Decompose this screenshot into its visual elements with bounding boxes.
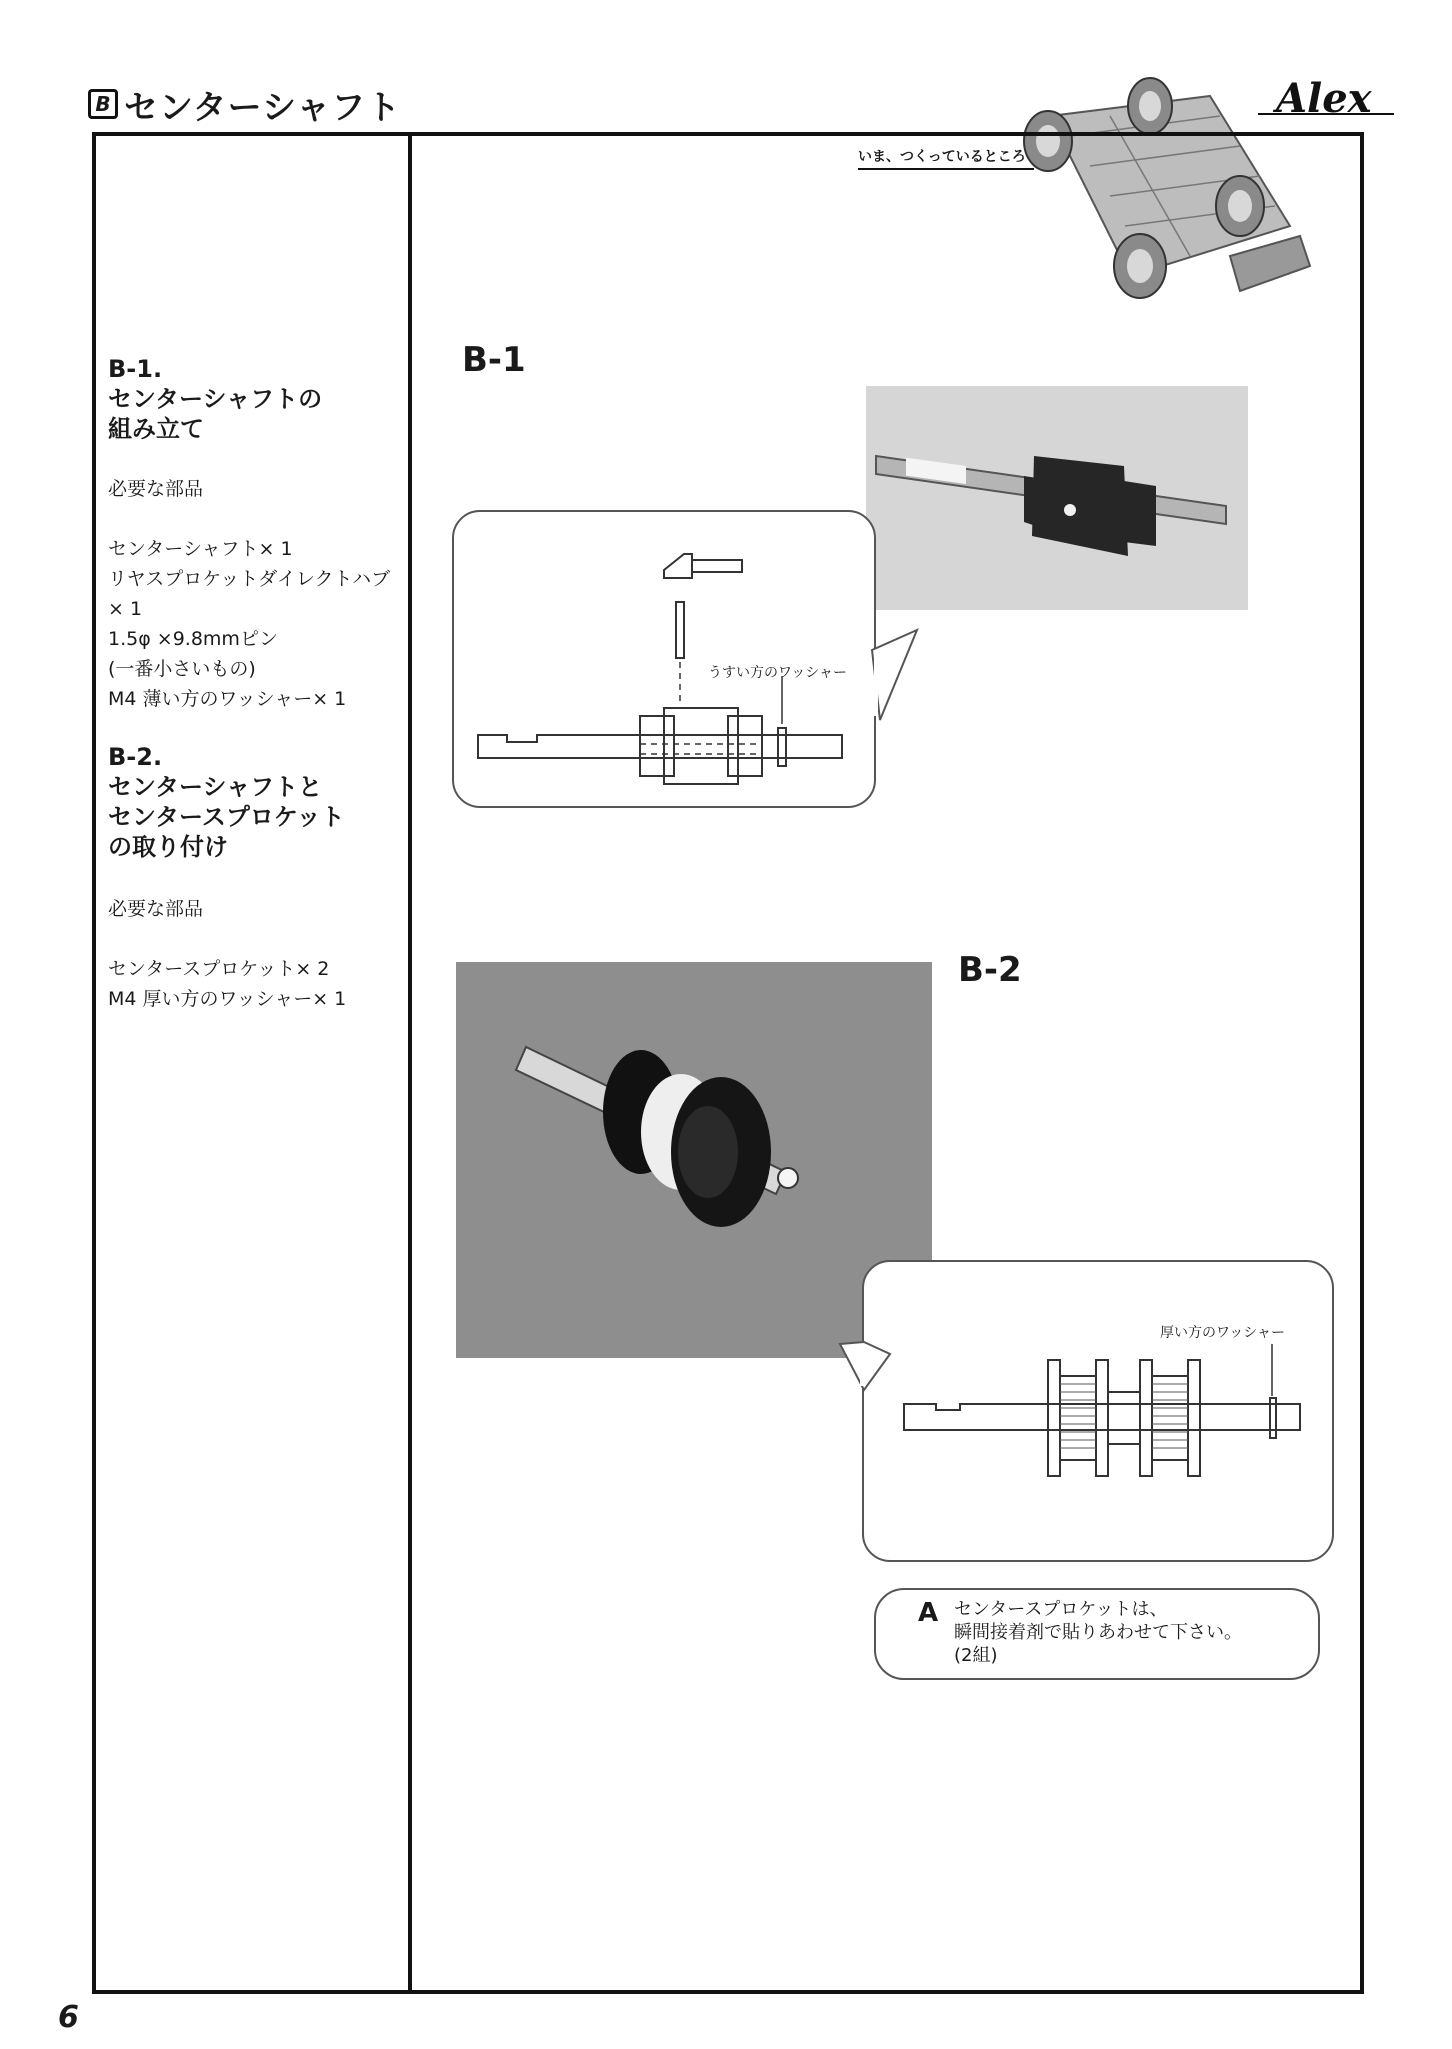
- parts-list-item: センターシャフト× 1: [108, 538, 293, 560]
- step1-parts-label: 必要な部品: [108, 478, 204, 500]
- b1-callout: うすい方のワッシャー: [708, 665, 848, 681]
- section-badge: B: [88, 89, 118, 119]
- step2-heading: [108, 742, 345, 862]
- parts-list-item: センタースプロケット× 2: [108, 958, 330, 980]
- b2-photo-assembly: [456, 962, 932, 1358]
- note-line: センタースプロケットは、: [954, 1599, 1168, 1620]
- b1-label: B-1: [462, 340, 526, 380]
- step2-parts-list: [108, 954, 346, 1014]
- page-title: センターシャフト: [124, 87, 402, 128]
- parts-list-item: × 1: [108, 598, 143, 620]
- step1-heading: [108, 354, 322, 444]
- b2-photo: [456, 962, 932, 1358]
- page-number: 6: [58, 2000, 79, 2035]
- section-title: [88, 80, 401, 128]
- step2-heading-line: の取り付け: [108, 833, 228, 861]
- progress-label: いま、つくっているところ: [858, 146, 1034, 170]
- b2-callout: 厚い方のワッシャー: [1160, 1325, 1286, 1341]
- brand-logo-text: Alex: [1276, 75, 1372, 122]
- note-text: [954, 1598, 1242, 1667]
- step1-parts-list: [108, 534, 390, 714]
- step2-heading-line: センタースプロケット: [108, 803, 345, 831]
- step2-parts-label: 必要な部品: [108, 898, 204, 920]
- step1-heading-line: B-1.: [108, 355, 163, 383]
- parts-list-item: 1.5φ ×9.8mmピン: [108, 628, 278, 650]
- column-divider: [408, 132, 412, 1994]
- step2-heading-line: B-2.: [108, 743, 163, 771]
- parts-list-item: (一番小さいもの): [108, 658, 256, 680]
- note-letter: A: [918, 1598, 939, 1628]
- parts-list-item: M4 薄い方のワッシャー× 1: [108, 688, 347, 710]
- note-line: (2組): [954, 1645, 998, 1666]
- step1-heading-line: センターシャフトの: [108, 385, 323, 413]
- parts-list-item: リヤスプロケットダイレクトハブ: [108, 568, 391, 590]
- step2-heading-line: センターシャフトと: [108, 773, 323, 801]
- b1-diagram: [452, 510, 932, 810]
- b2-label: B-2: [958, 950, 1022, 990]
- note-line: 瞬間接着剤で貼りあわせて下さい。: [954, 1622, 1242, 1643]
- parts-list-item: M4 厚い方のワッシャー× 1: [108, 988, 347, 1010]
- step1-heading-line: 組み立て: [108, 415, 204, 443]
